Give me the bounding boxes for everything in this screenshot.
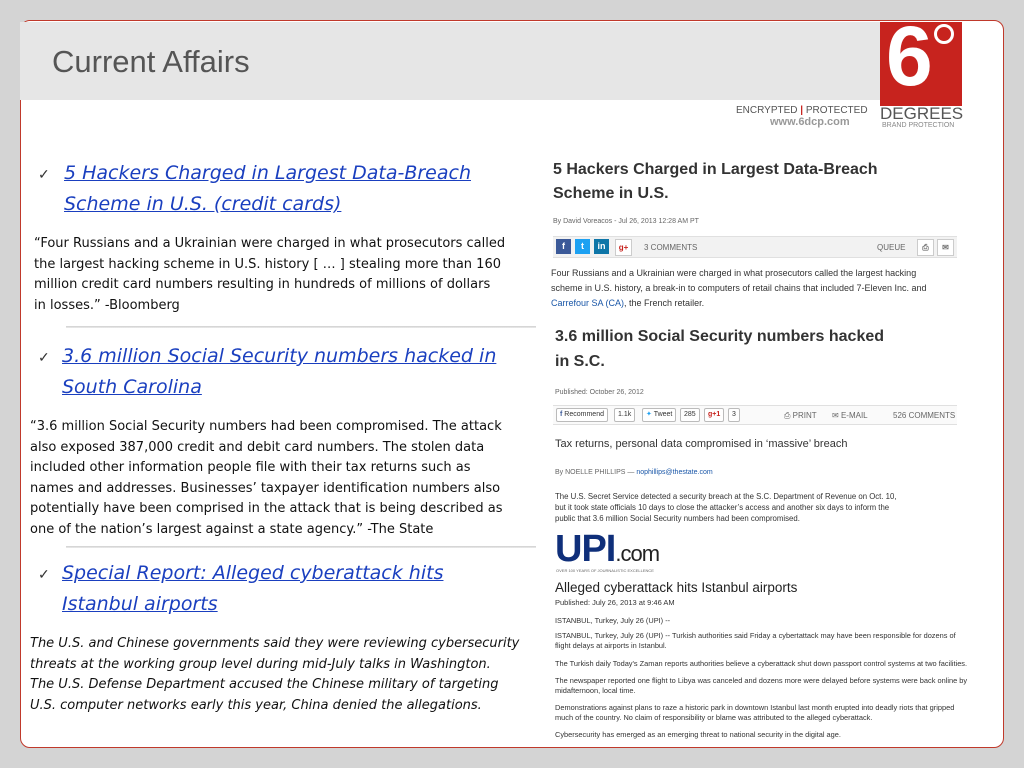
clip2-published: Published: October 26, 2012 (555, 389, 644, 396)
email-link[interactable] (832, 411, 868, 420)
printer-icon: ⎙ (784, 411, 791, 420)
quote-line: names and addresses. Businesses’ taxpayer identification numbers also (30, 480, 501, 496)
clip1-body-line (551, 296, 927, 311)
upi-logo-main: UPI (555, 528, 616, 570)
recommend-button[interactable] (556, 408, 608, 422)
upi-logo (555, 528, 659, 571)
quote-line: “Four Russians and a Ukrainian were charged in what prosecutors called (34, 236, 506, 251)
clip2-body-line: The U.S. Secret Service detected a security breach at the S.C. Department of Revenue on Oct. 10, (555, 492, 897, 501)
clip3-line: The newspaper reported one flight to Libya was canceled and dozens more were delayed before systems were back online by (555, 676, 968, 685)
check-icon: ✓ (38, 166, 50, 182)
tag-encrypted: ENCRYPTED (736, 105, 798, 116)
plus-count: 3 (728, 408, 740, 422)
encrypted-protected-tag (736, 105, 868, 116)
email-icon[interactable]: ✉ (937, 239, 954, 256)
logo-degrees-text: DEGREES (880, 104, 964, 123)
clip3-line: much of the country. No claim of responsibility or blame was attributed to the alleged cyberattack. (555, 713, 873, 722)
degree-ring-icon (934, 24, 954, 44)
quote-line: also exposed 387,000 credit and debit card numbers. The stolen data (30, 439, 485, 455)
quote-line: The U.S. and Chinese governments said they were reviewing cybersecurity (30, 636, 520, 651)
clip2-body-line: public that 3.6 million Social Security numbers had been compromised. (555, 514, 800, 523)
clip2-subhead: Tax returns, personal data compromised in ‘massive’ breach (555, 438, 848, 450)
clip3-line: flight delays at airports in Istanbul. (555, 641, 667, 650)
headline-1-line2: Scheme in U.S. (credit cards) (64, 193, 342, 215)
clip1-headline-line: 5 Hackers Charged in Largest Data-Breach (553, 161, 878, 178)
clip3-line: The Turkish daily Today's Zaman reports authorities believe a cyberattack shut down passport control systems at two facilities. (555, 659, 968, 668)
check-icon: ✓ (38, 566, 50, 582)
headline-link-3[interactable] (62, 558, 443, 620)
twitter-bird-icon: ✦ (646, 411, 652, 418)
recommend-count: 1.1k (614, 408, 635, 422)
quote-line: potentially have been comprised in the attack that is being described as (30, 501, 503, 516)
quote-line: U.S. computer networks early this year, China denied the allegations. (30, 697, 482, 713)
tag-separator: | (800, 105, 804, 116)
clip2-headline-line: in S.C. (555, 353, 605, 370)
quote-line: in losses.” -Bloomberg (34, 297, 180, 313)
headline-2-line2: South Carolina (62, 376, 202, 398)
headline-link-1[interactable] (64, 158, 471, 220)
divider (66, 326, 536, 328)
clip1-queue[interactable]: QUEUE (877, 243, 906, 252)
headline-2-line1: 3.6 million Social Security numbers hacked in (62, 345, 497, 367)
quote-line: included other information people file with their tax returns such as (30, 460, 471, 475)
headline-1-line1: 5 Hackers Charged in Largest Data-Breach (64, 162, 471, 184)
clip1-body-line: scheme in U.S. history, a break-in to computers of retail chains that included 7-Eleven Inc. and (551, 283, 927, 293)
carrefour-link[interactable]: Carrefour SA (CA) (551, 298, 625, 308)
clip2-headline (555, 324, 884, 374)
clip3-line: ISTANBUL, Turkey, July 26 (UPI) -- (555, 616, 671, 625)
clip1-headline (553, 158, 878, 206)
divider (66, 546, 536, 548)
tweet-button[interactable] (642, 408, 676, 422)
google-plus-icon[interactable]: g+ (615, 239, 632, 256)
clip2-body (555, 491, 897, 524)
clip3-published: Published: July 26, 2013 at 9:46 AM (555, 598, 675, 607)
logo-number: 6 (886, 9, 933, 103)
twitter-icon[interactable]: t (575, 239, 590, 254)
clip1-headline-line: Scheme in U.S. (553, 185, 669, 202)
tweet-count: 285 (680, 408, 700, 422)
tag-protected: PROTECTED (805, 105, 868, 116)
clip3-line: Demonstrations against plans to raze a historic park in downtown Istanbul last month erupted into deadly riots that gripped (555, 703, 955, 712)
clip3-line: Cybersecurity has emerged as an emerging threat to national security in the digital age. (555, 730, 841, 739)
email-label: E-MAIL (840, 411, 868, 420)
clip1-body-line: Four Russians and a Ukrainian were charged in what prosecutors called the largest hacking (551, 268, 917, 278)
quote-3 (30, 634, 519, 716)
facebook-icon: f (560, 411, 563, 418)
clip3-line: midafternoon, local time. (555, 686, 636, 695)
linkedin-icon[interactable]: in (594, 239, 609, 254)
quote-line: The U.S. Defense Department accused the Chinese military of targeting (30, 677, 499, 692)
site-url: www.6dcp.com (770, 116, 850, 128)
upi-logo-dot: .com (615, 541, 660, 566)
envelope-icon: ✉ (832, 411, 839, 420)
quote-line: the largest hacking scheme in U.S. history [ … ] stealing more than 160 (34, 256, 501, 272)
clip2-comments[interactable]: 526 COMMENTS (893, 411, 956, 420)
headline-3-line1: Special Report: Alleged cyberattack hits (62, 562, 444, 584)
facebook-icon[interactable]: f (556, 239, 571, 254)
clip1-body-rest: , the French retailer. (624, 298, 705, 308)
clip2-headline-line: 3.6 million Social Security numbers hacked (555, 328, 885, 345)
quote-line: “3.6 million Social Security numbers had been compromised. The attack (30, 419, 502, 434)
print-icon[interactable]: ⎙ (917, 239, 934, 256)
tweet-label: Tweet (653, 411, 673, 418)
clip2-body-line: but it took state officials 10 days to close the attacker’s access and another six days to inform the (555, 503, 890, 512)
clip1-comments[interactable]: 3 COMMENTS (644, 243, 698, 252)
check-icon: ✓ (38, 349, 50, 365)
headline-link-2[interactable] (62, 341, 496, 403)
google-plus-button[interactable]: g+1 (704, 408, 724, 422)
clip3-line: ISTANBUL, Turkey, July 26 (UPI) -- Turkish authorities said Friday a cybertattack may have been responsible for dozens of (555, 631, 956, 640)
print-link[interactable] (784, 411, 817, 421)
clip2-byline-name: By NOELLE PHILLIPS — (555, 469, 637, 476)
recommend-label: Recommend (564, 411, 604, 418)
print-label: PRINT (792, 411, 817, 420)
six-degrees-logo (880, 9, 962, 106)
upi-logo-sub: OVER 100 YEARS OF JOURNALISTIC EXCELLENCE (556, 568, 654, 573)
slide-title: Current Affairs (52, 44, 250, 79)
quote-line: one of the nation’s largest against a state agency.” -The State (30, 521, 434, 537)
byline-email-link[interactable]: nophillips@thestate.com (636, 469, 713, 476)
logo-tagline: BRAND PROTECTION (882, 122, 955, 129)
clip1-body (551, 266, 927, 311)
clip3-headline: Alleged cyberattack hits Istanbul airports (555, 580, 798, 595)
quote-2 (30, 417, 502, 540)
clip1-byline: By David Voreacos - Jul 26, 2013 12:28 AM PT (553, 218, 699, 225)
quote-line: million credit card numbers resulting in hundreds of millions of dollars (34, 277, 491, 292)
quote-1 (34, 234, 505, 316)
clip2-byline (555, 469, 713, 476)
quote-line: threats at the working group level during mid-July talks in Washington. (30, 656, 491, 672)
headline-3-line2: Istanbul airports (62, 593, 218, 615)
